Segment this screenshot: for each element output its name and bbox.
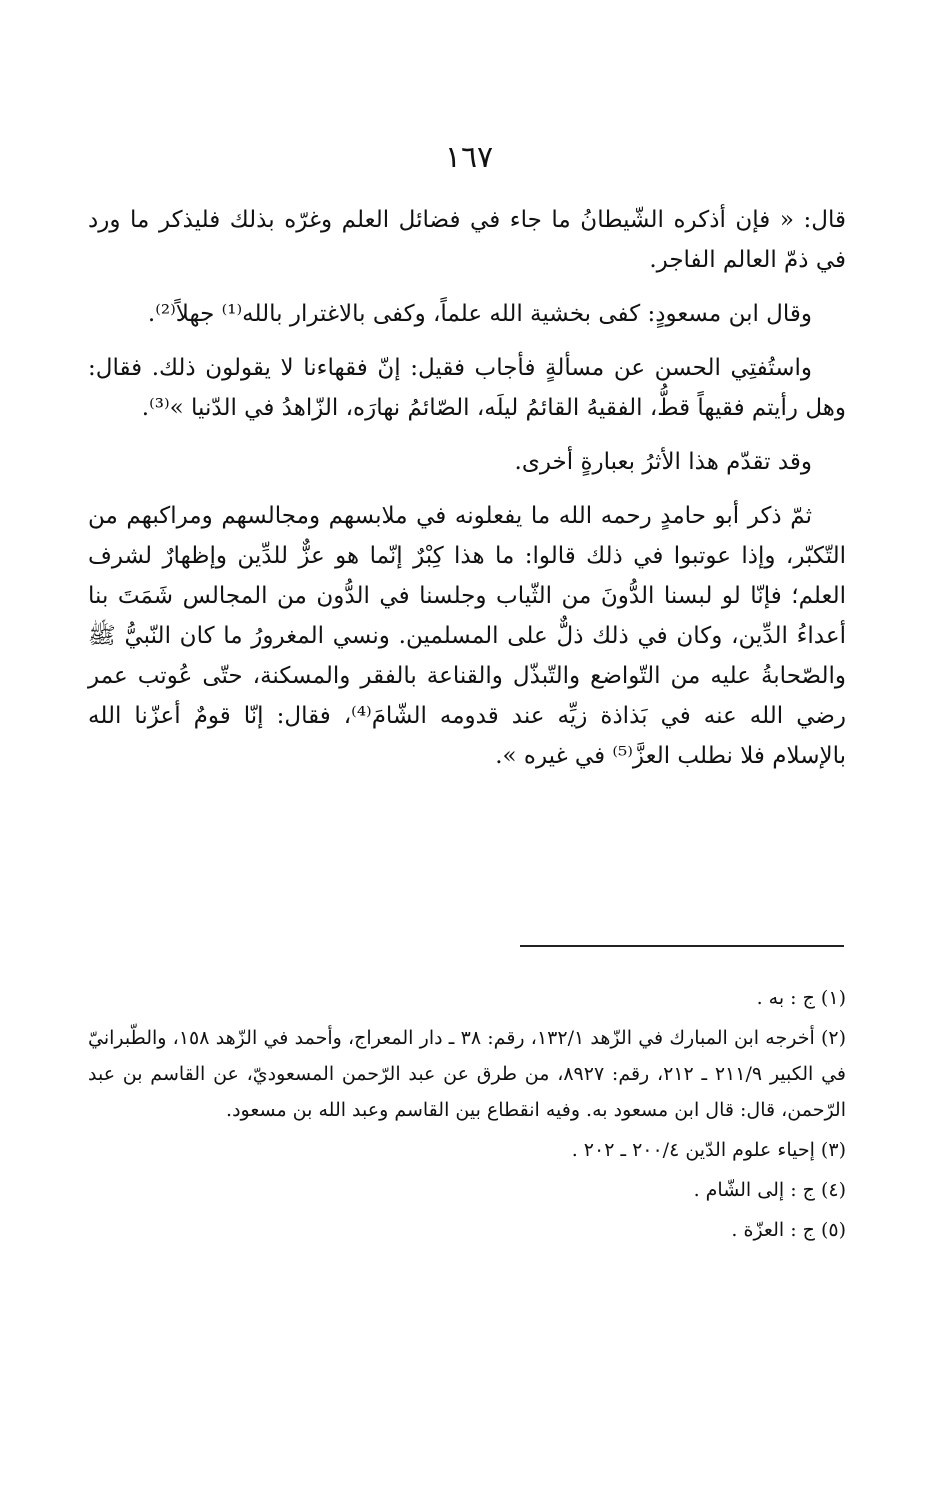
footnote: (٣) إحياء علوم الدّين ٢٠٠/٤ ـ ٢٠٢ . [571, 1139, 846, 1161]
footnote: (٤) ج : إلى الشّام . [693, 1179, 846, 1201]
footnote: (٢) أخرجه ابن المبارك في الزّهد ١٣٢/١، رقم: ٣٨ ـ دار المعراج، وأحمد في الزّهد ١٥٨، والطّبرانيّ في الكبير ٢١١/٩ ـ ٢١٢، رقم: ٨٩٢٧، من طرق عن عبد الرّحمن المسعوديّ، عن القاسم بن عبد الرّحمن، قال: قال ابن مسعود به. وفيه انقطاع بين القاسم وعبد الله بن مسعود. [88, 1027, 847, 1121]
paragraph: واستُفتِي الحسن عن مسألةٍ فأجاب فقيل: إنّ فقهاءنا لا يقولون ذلك. فقال: وهل رأيتم فقيهاً قطُّ، الفقيهُ القائمُ ليلَه، الصّائمُ نهارَه، الزّاهدُ في الدّنيا »⁽³⁾. [88, 355, 846, 421]
main-text [88, 200, 846, 790]
footnotes [88, 980, 846, 1252]
page-number: ١٦٧ [444, 140, 494, 175]
paragraph: وقد تقدّم هذا الأثرُ بعبارةٍ أخرى. [514, 449, 812, 475]
paragraph: وقال ابن مسعودٍ: كفى بخشية الله علماً، وكفى بالاغترار بالله⁽¹⁾ جهلاً⁽²⁾. [147, 301, 812, 327]
footnote: (١) ج : به . [756, 987, 846, 1009]
paragraph: قال: « فإن أذكره الشّيطانُ ما جاء في فضائل العلم وغرّه بذلك فليذكر ما ورد في ذمّ العالم الفاجر. [88, 207, 846, 273]
paragraph: ثمّ ذكر أبو حامدٍ رحمه الله ما يفعلونه في ملابسهم ومجالسهم ومراكبهم من التّكبّر، وإذا عوتبوا في ذلك قالوا: ما هذا كِبْرٌ إنّما هو عزٌّ للدِّين وإظهارٌ لشرف العلم؛ فإنّا لو لبسنا الدُّونَ من الثّياب وجلسنا في الدُّون من المجالس شَمَتَ بنا أعداءُ الدِّين، وكان في ذلك ذلٌّ على المسلمين. ونسي المغرورُ ما كان النّبيُّ ﷺ والصّحابةُ عليه من التّواضع والتّبذّل والقناعة بالفقر والمسكنة، حتّى عُوتب عمر رضي الله عنه في بَذاذة زيِّه عند قدومه الشّامَ⁽⁴⁾، فقال: إنّا قومٌ أعزّنا الله بالإسلام فلا نطلب العزَّ⁽⁵⁾ في غيره ». [88, 503, 846, 769]
footnote-divider [520, 945, 844, 947]
footnote: (٥) ج : العزّة . [731, 1219, 846, 1241]
